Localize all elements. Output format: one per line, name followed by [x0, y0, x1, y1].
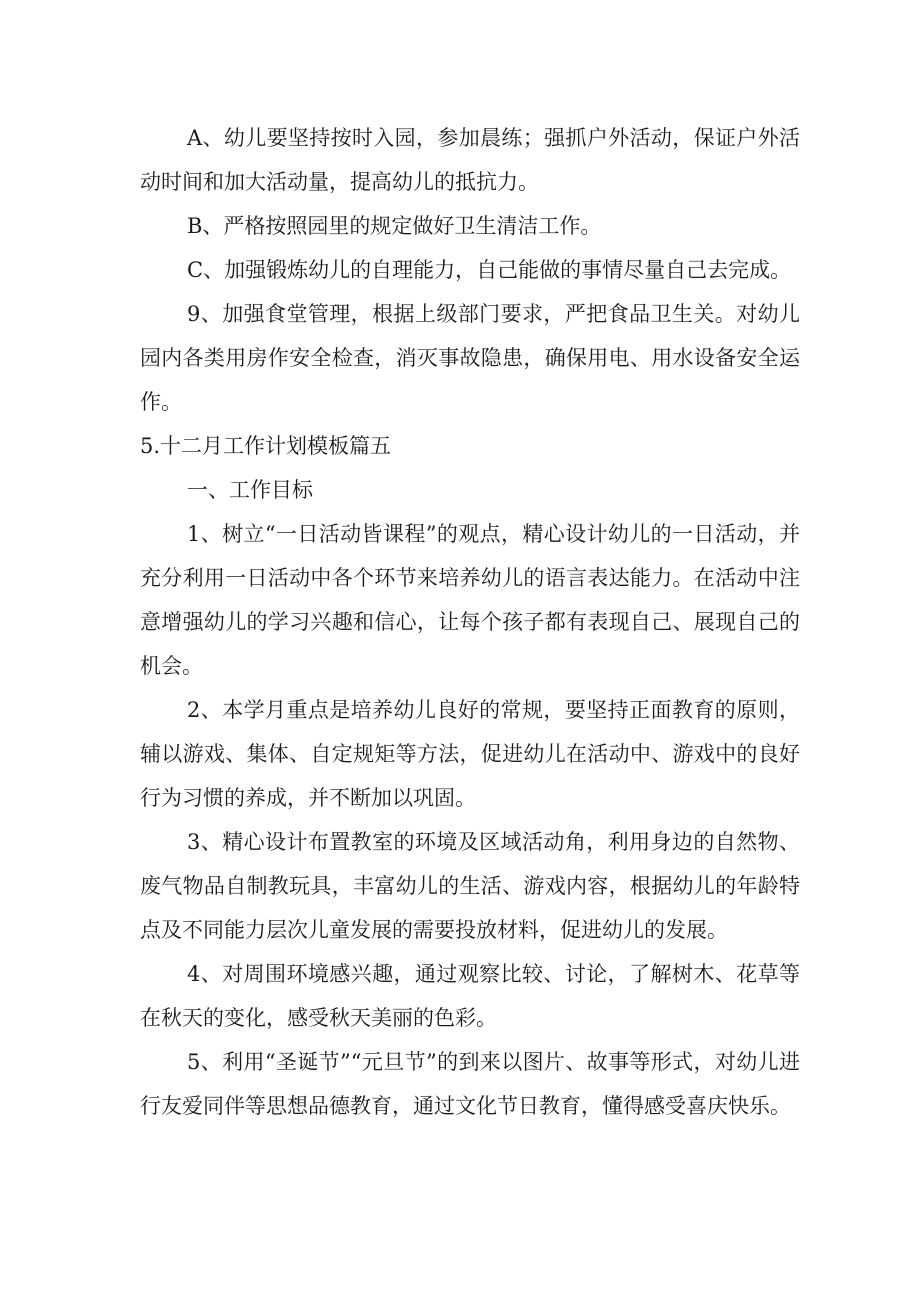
goal-item-4: 4、对周围环境感兴趣，通过观察比较、讨论，了解树木、花草等在秋天的变化，感受秋天美丽的色彩。	[140, 962, 800, 1030]
goal-item-2: 2、本学月重点是培养幼儿良好的常规，要坚持正面教育的原则，辅以游戏、集体、自定规矩等方法，促进幼儿在活动中、游戏中的良好行为习惯的养成，并不断加以巩固。	[140, 698, 800, 810]
goal-item-5: 5、利用“圣诞节”“元旦节”的到来以图片、故事等形式，对幼儿进行友爱同伴等思想品德教育，通过文化节日教育，懂得感受喜庆快乐。	[140, 1050, 800, 1118]
paragraph-9: 9、加强食堂管理，根据上级部门要求，严把食品卫生关。对幼儿园内各类用房作安全检查，消灭事故隐患，确保用电、用水设备安全运作。	[140, 302, 800, 414]
goal-item-1: 1、树立“一日活动皆课程”的观点，精心设计幼儿的一日活动，并充分利用一日活动中各个环节来培养幼儿的语言表达能力。在活动中注意增强幼儿的学习兴趣和信心，让每个孩子都有表现自己、展现自己的机会。	[140, 522, 800, 678]
document-body	[140, 116, 800, 1128]
paragraph-b: B、严格按照园里的规定做好卫生清洁工作。	[187, 214, 602, 238]
subheading-work-goals: 一、工作目标	[187, 478, 313, 502]
paragraph-c: C、加强锻炼幼儿的自理能力，自己能做的事情尽量自己去完成。	[187, 258, 792, 282]
paragraph-a: A、幼儿要坚持按时入园，参加晨练；强抓户外活动，保证户外活动时间和加大活动量，提高幼儿的抵抗力。	[140, 126, 800, 194]
section-heading: 5.十二月工作计划模板篇五	[140, 434, 392, 458]
goal-item-3: 3、精心设计布置教室的环境及区域活动角，利用身边的自然物、废气物品自制教玩具，丰富幼儿的生活、游戏内容，根据幼儿的年龄特点及不同能力层次儿童发展的需要投放材料，促进幼儿的发展。	[140, 830, 800, 942]
